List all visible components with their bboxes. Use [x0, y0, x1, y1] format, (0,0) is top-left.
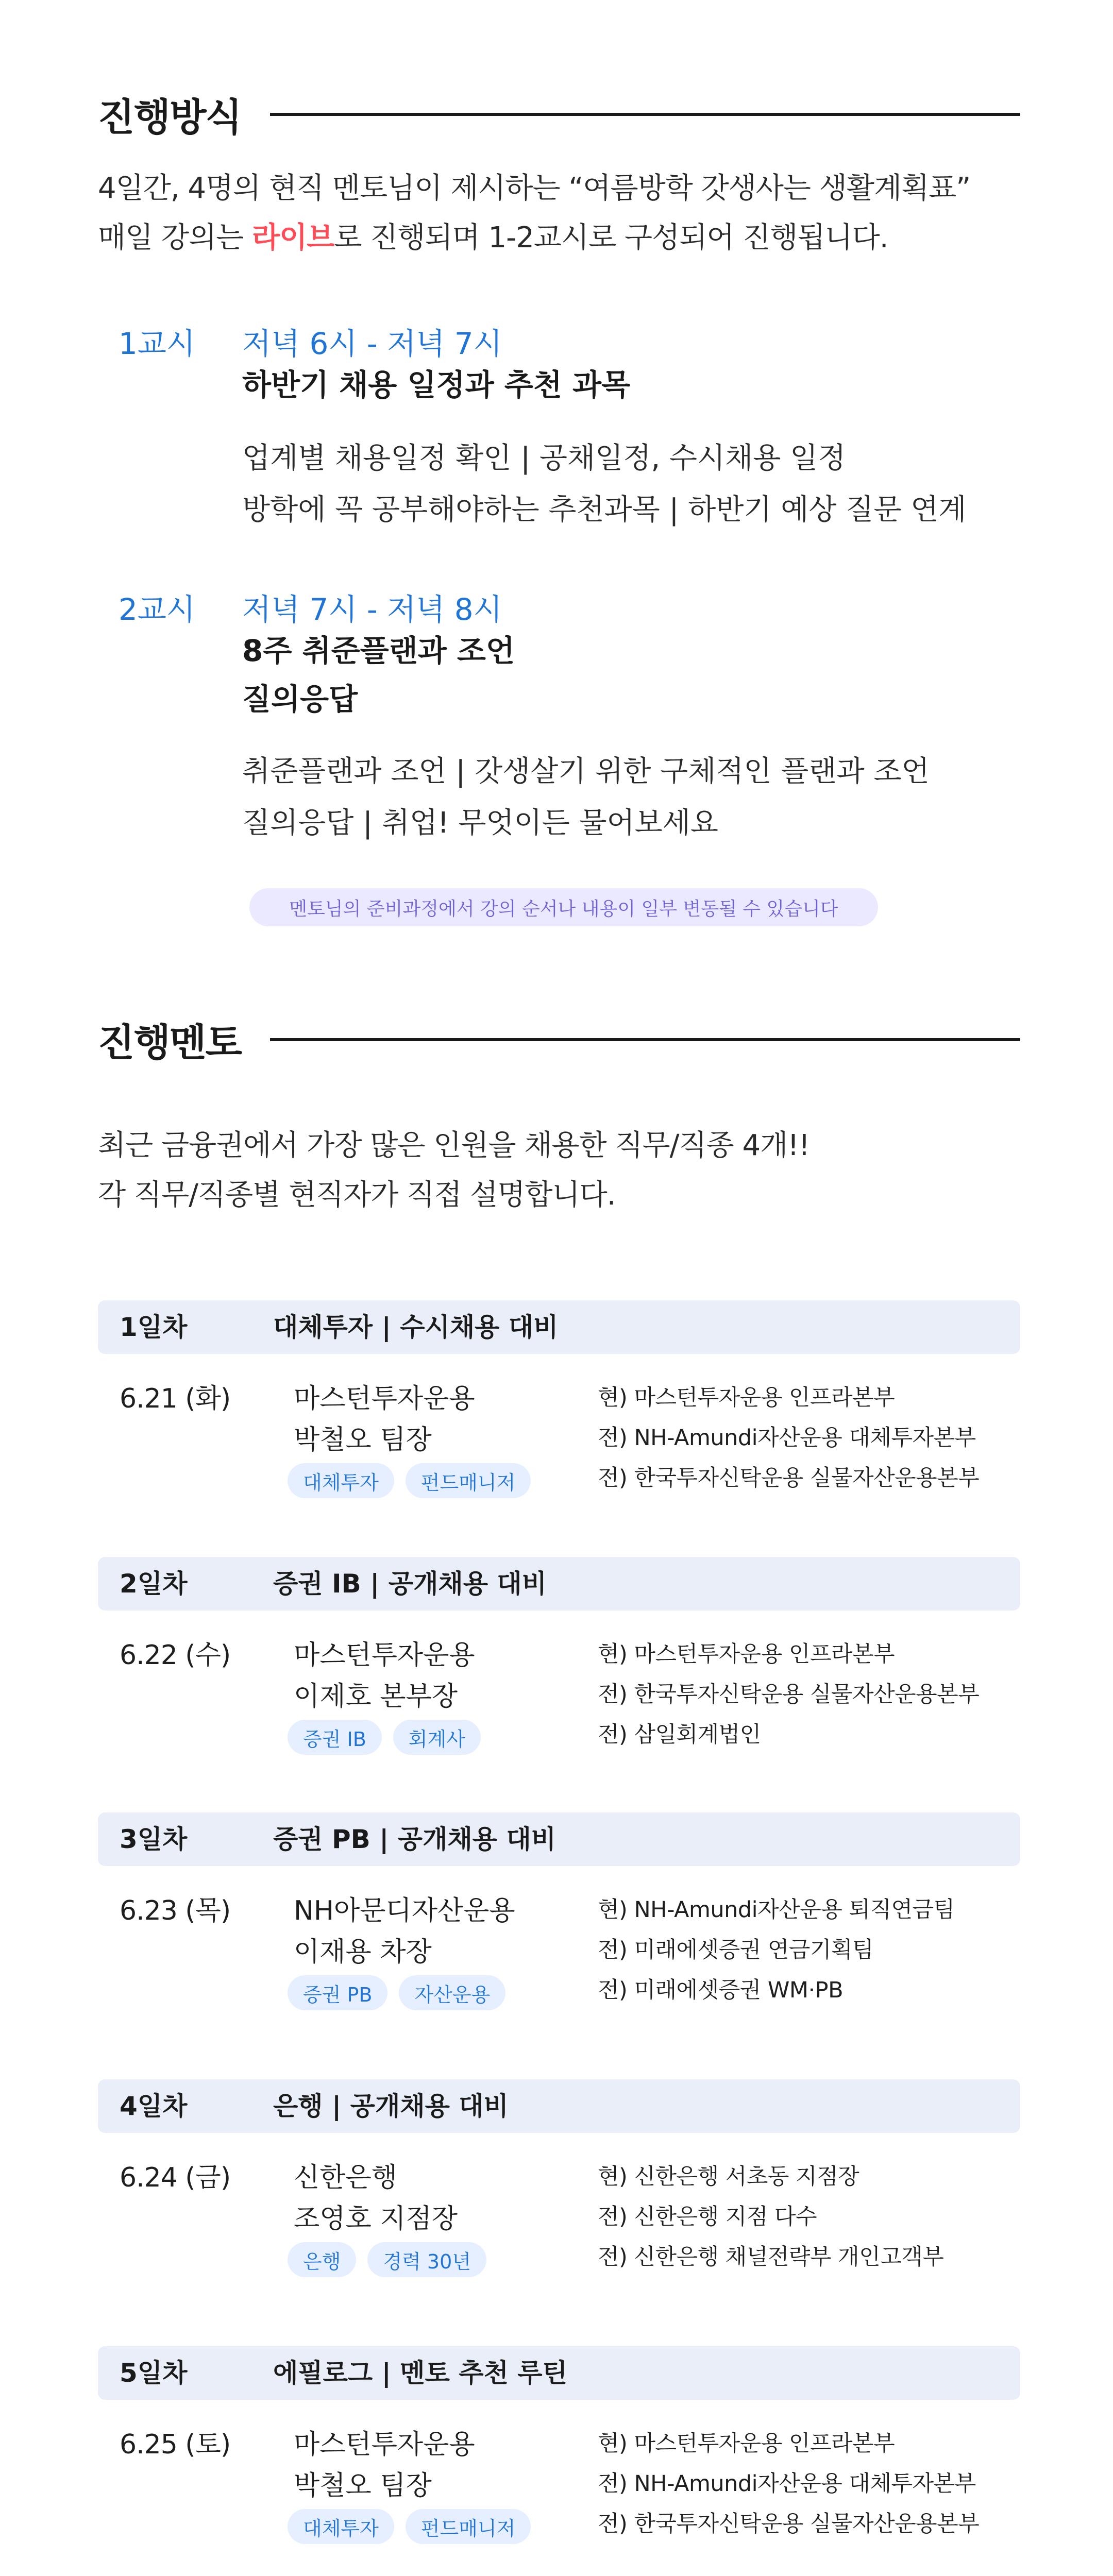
day-topic: 증권 PB | 공개채용 대비 — [273, 1824, 556, 1854]
mentor-tag: 대체투자 — [288, 1463, 394, 1498]
mentor-tag: 경력 30년 — [367, 2242, 486, 2277]
session-desc-line: 취준플랜과 조언 | 갓생살기 위한 구체적인 플랜과 조언 — [242, 755, 930, 788]
session-title — [242, 626, 515, 723]
career-item: 전) 미래에셋증권 WM·PB — [598, 1977, 844, 2003]
career-item: 전) NH-Amundi자산운용 대체투자본부 — [598, 1425, 976, 1451]
mentor-tag: 회계사 — [393, 1720, 481, 1755]
day-topic: 에필로그 | 멘토 추천 루틴 — [273, 2358, 567, 2388]
mentors-intro-line1: 최근 금융권에서 가장 많은 인원을 채용한 직무/직종 4개!! — [98, 1129, 810, 1162]
mentor-company: 마스턴투자운용 — [294, 1640, 475, 1671]
session-time: 저녁 6시 - 저녁 7시 — [242, 326, 502, 361]
career-item: 전) 신한은행 채널전략부 개인고객부 — [598, 2244, 944, 2270]
day-number: 4일차 — [120, 2091, 188, 2121]
mentor-careers — [598, 2424, 979, 2544]
session-title-line: 하반기 채용 일정과 추천 과목 — [242, 367, 631, 402]
mentor-name: 박철오 팀장 — [294, 2470, 432, 2501]
day-number: 2일차 — [120, 1569, 188, 1599]
career-item: 현) 마스턴투자운용 인프라본부 — [598, 1641, 895, 1667]
day-number: 5일차 — [120, 2358, 188, 2388]
mentor-tag: 은행 — [288, 2242, 356, 2277]
mentor-tag: 증권 IB — [288, 1720, 382, 1755]
career-item: 전) 한국투자신탁운용 실물자산운용본부 — [598, 1465, 980, 1491]
day-number: 3일차 — [120, 1824, 188, 1854]
career-item: 전) 삼일회계법인 — [598, 1722, 761, 1748]
day-header-bar — [98, 1812, 1020, 1866]
career-item: 현) 마스턴투자운용 인프라본부 — [598, 2431, 895, 2456]
session-desc-line: 질의응답 | 취업! 무엇이든 물어보세요 — [242, 806, 718, 840]
day-number: 1일차 — [120, 1312, 188, 1342]
mentor-tag: 대체투자 — [288, 2509, 394, 2544]
mentor-tags — [288, 1463, 531, 1498]
schedule-change-notice: 멘토님의 준비과정에서 강의 순서나 내용이 일부 변동될 수 있습니다 — [249, 888, 878, 926]
career-item: 전) 한국투자신탁운용 실물자산운용본부 — [598, 2511, 980, 2537]
mentor-company: 신한은행 — [294, 2162, 397, 2193]
session-label: 1교시 — [119, 326, 195, 361]
career-item: 전) NH-Amundi자산운용 대체투자본부 — [598, 2471, 976, 2497]
career-item: 전) 한국투자신탁운용 실물자산운용본부 — [598, 1682, 980, 1707]
day-date: 6.25 (토) — [120, 2429, 231, 2460]
mentor-tag: 증권 PB — [288, 1975, 387, 2010]
process-intro-line1: 4일간, 4명의 현직 멘토님이 제시하는 “여름방학 갓생사는 생활계획표” — [98, 172, 971, 205]
intro-text: 매일 강의는 — [98, 221, 252, 255]
section-divider — [270, 113, 1020, 116]
live-highlight: 라이브 — [252, 221, 334, 255]
day-header-bar — [98, 1557, 1020, 1611]
career-item: 현) NH-Amundi자산운용 퇴직연금팀 — [598, 1897, 955, 1923]
mentor-name: 박철오 팀장 — [294, 1425, 432, 1455]
career-item: 전) 미래에셋증권 연금기획팀 — [598, 1937, 874, 1963]
process-intro-line2 — [98, 213, 970, 263]
mentor-careers — [598, 1378, 979, 1498]
mentor-company: 마스턴투자운용 — [294, 2429, 475, 2460]
process-intro — [98, 164, 970, 263]
day-date: 6.21 (화) — [120, 1383, 231, 1414]
process-section-title: 진행방식 — [98, 95, 241, 140]
day-header-bar — [98, 2079, 1020, 2133]
mentor-name: 이재용 차장 — [294, 1937, 432, 1968]
mentor-tag: 펀드매니저 — [406, 2509, 531, 2544]
mentor-tags — [288, 1975, 505, 2010]
day-header-bar — [98, 1300, 1020, 1354]
mentor-tags — [288, 2509, 531, 2544]
mentors-section-header — [98, 1019, 1020, 1065]
day-topic: 은행 | 공개채용 대비 — [273, 2091, 509, 2121]
mentor-name: 조영호 지점장 — [294, 2204, 458, 2234]
mentor-careers — [598, 1890, 955, 2010]
mentors-intro-line2: 각 직무/직종별 현직자가 직접 설명합니다. — [98, 1178, 616, 1212]
career-item: 현) 마스턴투자운용 인프라본부 — [598, 1385, 895, 1411]
day-date: 6.23 (목) — [120, 1895, 231, 1926]
intro-text: 로 진행되며 1-2교시로 구성되어 진행됩니다. — [334, 221, 888, 255]
day-date: 6.22 (수) — [120, 1640, 231, 1671]
career-item: 전) 신한은행 지점 다수 — [598, 2204, 817, 2230]
session-label: 2교시 — [119, 592, 195, 627]
session-time: 저녁 7시 - 저녁 8시 — [242, 592, 502, 627]
day-topic: 대체투자 | 수시채용 대비 — [273, 1312, 559, 1342]
mentor-company: NH아문디자산운용 — [294, 1895, 515, 1926]
session-description — [242, 433, 966, 536]
process-section-header — [98, 94, 1020, 140]
mentor-name: 이제호 본부장 — [294, 1681, 458, 1712]
session-description — [242, 746, 930, 849]
day-topic: 증권 IB | 공개채용 대비 — [273, 1569, 547, 1599]
session-title-line: 질의응답 — [242, 682, 358, 717]
mentor-careers — [598, 1634, 979, 1755]
session-title-line: 8주 취준플랜과 조언 — [242, 633, 515, 668]
mentors-intro — [98, 1121, 810, 1220]
session-title — [242, 361, 630, 409]
career-item: 현) 신한은행 서초동 지점장 — [598, 2164, 859, 2190]
session-desc-line: 방학에 꼭 공부해야하는 추천과목 | 하반기 예상 질문 연계 — [242, 493, 967, 527]
mentor-tags — [288, 2242, 486, 2277]
mentors-section-title: 진행멘토 — [98, 1021, 241, 1065]
mentor-tags — [288, 1720, 481, 1755]
mentor-tag: 펀드매니저 — [406, 1463, 531, 1498]
day-date: 6.24 (금) — [120, 2162, 231, 2193]
mentor-tag: 자산운용 — [399, 1975, 505, 2010]
session-desc-line: 업계별 채용일정 확인 | 공채일정, 수시채용 일정 — [242, 442, 846, 475]
mentor-company: 마스턴투자운용 — [294, 1383, 475, 1414]
section-divider — [270, 1038, 1020, 1041]
mentor-careers — [598, 2157, 943, 2277]
